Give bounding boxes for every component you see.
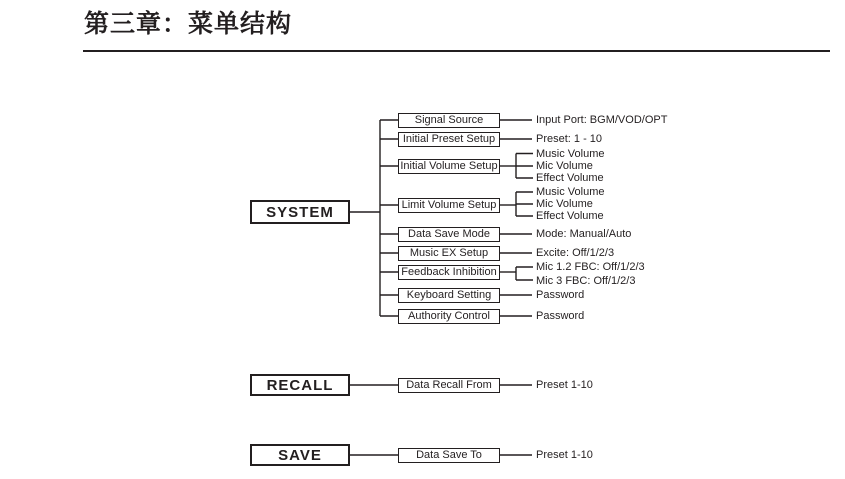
leaf-save-mode: Mode: Manual/Auto <box>536 228 632 240</box>
leaf-input-port: Input Port: BGM/VOD/OPT <box>536 114 668 126</box>
menu-item-signal-source: Signal Source <box>398 113 500 128</box>
leaf-excite: Excite: Off/1/2/3 <box>536 247 615 259</box>
menu-item-data-save-to: Data Save To <box>398 448 500 463</box>
menu-item-data-save-mode: Data Save Mode <box>398 227 500 242</box>
system-node: SYSTEM <box>250 200 350 224</box>
leaf-mic12-fbc: Mic 1.2 FBC: Off/1/2/3 <box>536 261 645 273</box>
leaf-effect-volume-1: Effect Volume <box>536 172 604 184</box>
leaf-authority-password: Password <box>536 310 585 322</box>
leaf-recall-preset: Preset 1-10 <box>536 379 593 391</box>
page-title: 第三章：菜单结构 <box>84 10 293 38</box>
leaf-keyboard-password: Password <box>536 289 585 301</box>
leaf-effect-volume-2: Effect Volume <box>536 210 604 222</box>
leaf-music-volume-2: Music Volume <box>536 186 605 198</box>
menu-item-music-ex-setup: Music EX Setup <box>398 246 500 261</box>
leaf-music-volume-1: Music Volume <box>536 147 605 160</box>
menu-item-limit-volume-setup: Limit Volume Setup <box>398 198 500 213</box>
save-node: SAVE <box>250 444 350 466</box>
menu-item-initial-preset-setup: Initial Preset Setup <box>398 132 500 147</box>
leaf-mic3-fbc: Mic 3 FBC: Off/1/2/3 <box>536 274 636 287</box>
menu-item-initial-volume-setup: Initial Volume Setup <box>398 159 500 174</box>
leaf-save-preset: Preset 1-10 <box>536 449 593 461</box>
leaf-preset-range: Preset: 1 - 10 <box>536 133 603 145</box>
menu-item-authority-control: Authority Control <box>398 309 500 324</box>
recall-node: RECALL <box>250 374 350 396</box>
leaf-mic-volume-2: Mic Volume <box>536 198 593 210</box>
leaf-mic-volume-1: Mic Volume <box>536 160 593 172</box>
menu-item-data-recall-from: Data Recall From <box>398 378 500 393</box>
menu-item-feedback-inhibition: Feedback Inhibition <box>398 265 500 280</box>
menu-item-keyboard-setting: Keyboard Setting <box>398 288 500 303</box>
